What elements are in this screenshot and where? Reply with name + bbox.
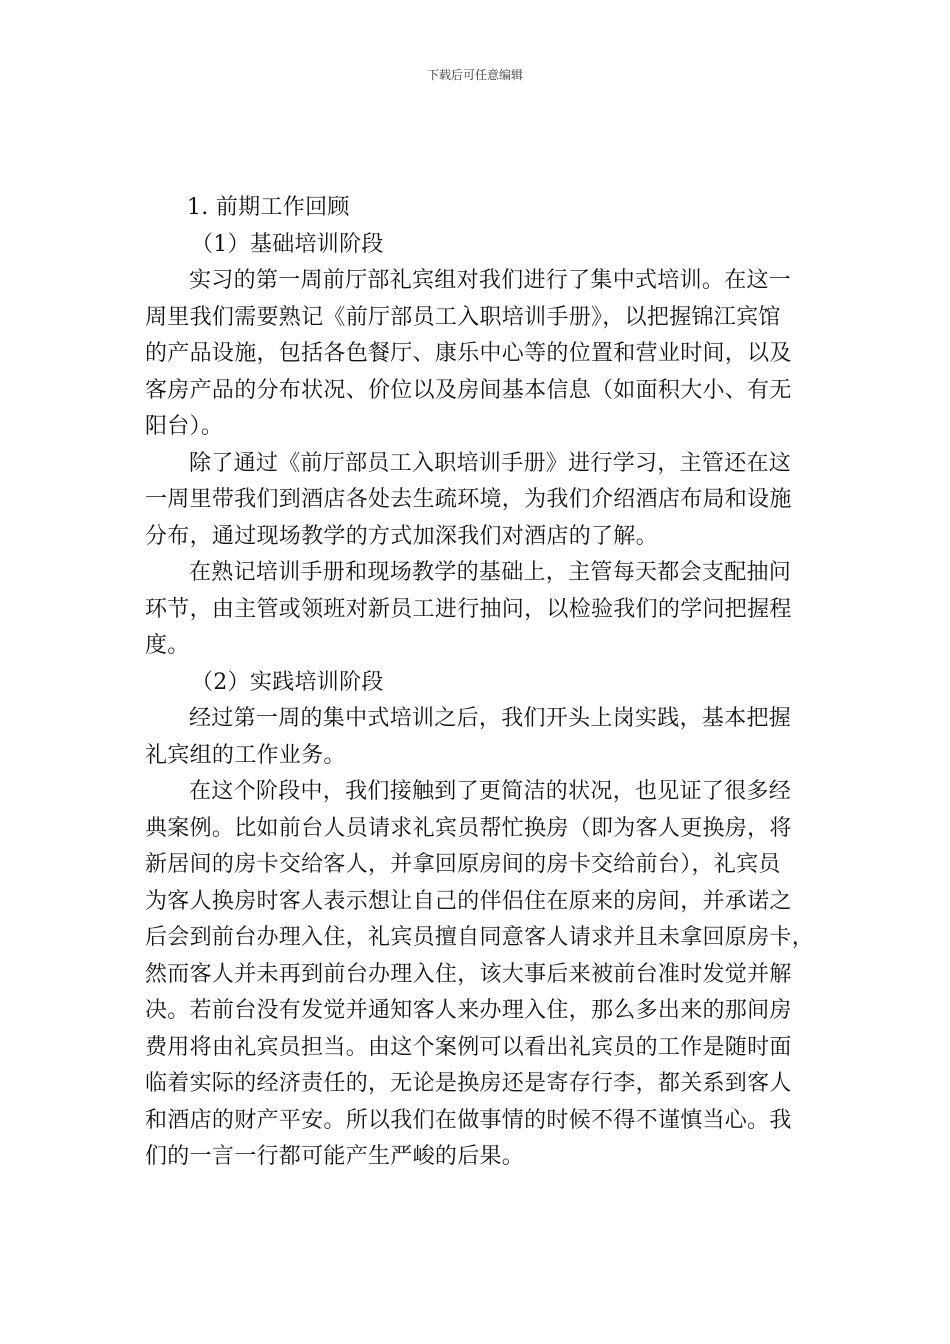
paragraph-2 [145, 446, 807, 556]
section-heading: 1. 前期工作回顾 [187, 195, 350, 220]
paragraph-line: 决。若前台没有发觉并通知客人来办理入住，那么多出来的那间房 [145, 998, 792, 1023]
paragraph-line: 分布，通过现场教学的方式加深我们对酒店的了解。 [145, 523, 658, 549]
paragraph-line: 的产品设施，包括各色餐厅、康乐中心等的位置和营业时间，以及 [145, 341, 792, 366]
page-header-note: 下载后可任意编辑 [426, 68, 523, 82]
paragraph-line: 周里我们需要熟记《前厅部员工入职培训手册》，以把握锦江宾馆 [145, 304, 781, 330]
paragraph-line: 费用将由礼宾员担当。由这个案例可以看出礼宾员的工作是随时面 [145, 1034, 792, 1060]
paragraph-line: 和酒店的财产平安。所以我们在做事情的时候不得不谨慎当心。我 [145, 1107, 792, 1133]
paragraph-1 [145, 263, 807, 446]
paragraph-line: 阳台）。 [145, 414, 224, 439]
paragraph-line: 实习的第一周前厅部礼宾组对我们进行了集中式培训。在这一 [189, 268, 792, 293]
paragraph-line: 后会到前台办理入住，礼宾员擅自同意客人请求并且未拿回原房卡， [145, 925, 815, 950]
paragraph-line: 在熟记培训手册和现场教学的基础上，主管每天都会支配抽问 [189, 560, 792, 585]
subsection-heading-practice-training: （2）实践培训阶段 [191, 669, 384, 695]
paragraph-line: 们的一言一行都可能产生严峻的后果。 [145, 1144, 525, 1169]
paragraph-4 [145, 701, 807, 774]
paragraph-line: 度。 [145, 633, 190, 658]
paragraph-line: 然而客人并未再到前台办理入住，该大事后来被前台准时发觉并解 [145, 961, 792, 987]
paragraph-line: 经过第一周的集中式培训之后，我们开头上岗实践，基本把握 [189, 706, 792, 731]
paragraph-line: 礼宾组的工作业务。 [145, 742, 346, 768]
paragraph-line: 新居间的房卡交给客人，并拿回原房间的房卡交给前台），礼宾员 [145, 852, 781, 877]
paragraph-line: 在这个阶段中，我们接触到了更简洁的状况，也见证了很多经 [189, 779, 792, 804]
paragraph-5 [145, 774, 815, 1176]
paragraph-line: 典案例。比如前台人员请求礼宾员帮忙换房（即为客人更换房，将 [145, 815, 792, 841]
paragraph-line: 为客人换房时客人表示想让自己的伴侣住在原来的房间，并承诺之 [145, 888, 792, 914]
paragraph-line: 客房产品的分布状况、价位以及房间基本信息（如面积大小、有无 [145, 377, 792, 403]
paragraph-line: 除了通过《前厅部员工入职培训手册》进行学习，主管还在这 [189, 450, 792, 476]
paragraph-line: 环节，由主管或领班对新员工进行抽问，以检验我们的学问把握程 [145, 596, 792, 622]
paragraph-line: 一周里带我们到酒店各处去生疏环境，为我们介绍酒店布局和设施 [145, 487, 792, 512]
document-body [145, 190, 815, 1176]
paragraph-line: 临着实际的经济责任的，无论是换房还是寄存行李，都关系到客人 [145, 1071, 792, 1096]
subsection-heading-basic-training: （1）基础培训阶段 [191, 231, 384, 257]
paragraph-3 [145, 555, 807, 665]
